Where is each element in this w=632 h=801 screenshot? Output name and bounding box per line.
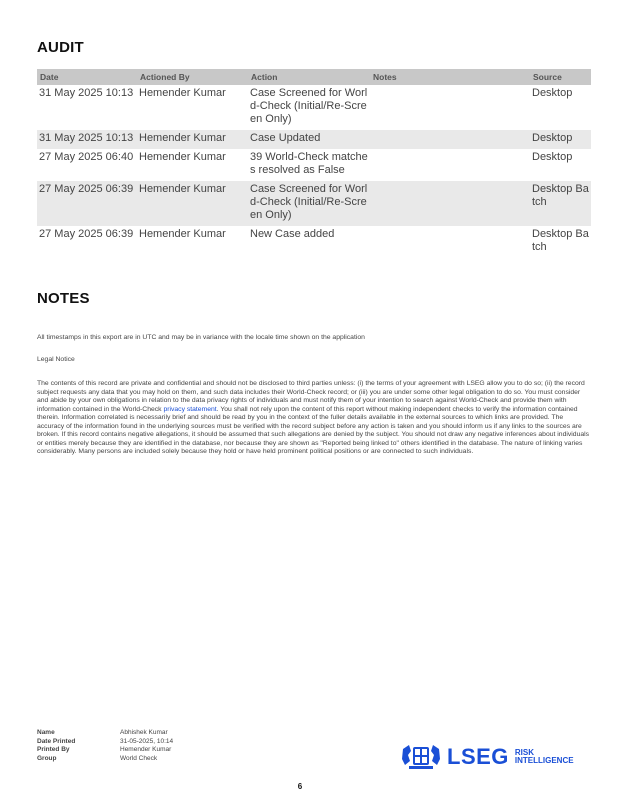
col-header-action: Action [248, 69, 370, 85]
cell-action: Case Screened for World-Check (Initial/Re-Screen Only) [248, 181, 370, 226]
cell-notes [370, 149, 530, 181]
cell-actioned-by: Hemender Kumar [137, 130, 248, 149]
col-header-notes: Notes [370, 69, 530, 85]
logo-sub-line-1: RISK [514, 747, 535, 757]
legal-notice-heading: Legal Notice [37, 356, 75, 363]
crest-icon [401, 743, 441, 771]
page-number: 6 [297, 782, 303, 791]
legal-notice-text [37, 380, 591, 457]
cell-notes [370, 181, 530, 226]
cell-source: Desktop [532, 87, 573, 99]
col-header-source: Source [530, 69, 591, 85]
cell-source: Desktop Batch [530, 181, 591, 226]
printed-by-label: Printed By [37, 746, 70, 753]
col-header-actioned-by: Actioned By [137, 69, 248, 85]
cell-actioned-by: Hemender Kumar [139, 87, 226, 99]
audit-section-title: AUDIT [37, 39, 84, 56]
cell-date: 27 May 2025 06:40 [39, 151, 134, 163]
cell-action: New Case added [250, 228, 335, 240]
cell-actioned-by: Hemender Kumar [137, 181, 248, 226]
table-row [37, 85, 591, 130]
cell-date: 27 May 2025 06:39 [39, 228, 134, 240]
name-label: Name [37, 729, 55, 736]
timestamp-note: All timestamps in this export are in UTC and may be in variance with the locale time shown on the application [37, 334, 365, 341]
audit-table [37, 69, 591, 258]
col-header-date: Date [37, 69, 137, 85]
table-row [37, 181, 591, 226]
table-row [37, 226, 591, 258]
cell-action: Case Screened for World-Check (Initial/Re-Screen Only) [250, 87, 368, 125]
table-row [37, 149, 591, 181]
lseg-logo [401, 743, 574, 771]
cell-source: Desktop [530, 130, 591, 149]
privacy-statement-link[interactable]: privacy statement [163, 405, 217, 413]
cell-actioned-by: Hemender Kumar [139, 228, 226, 240]
cell-notes [370, 85, 530, 130]
cell-date: 31 May 2025 10:13 [39, 87, 134, 99]
cell-notes [370, 130, 530, 149]
cell-date: 31 May 2025 10:13 [37, 130, 137, 149]
audit-header-row [37, 69, 591, 85]
cell-notes [370, 226, 530, 258]
print-metadata [37, 729, 173, 763]
cell-actioned-by: Hemender Kumar [139, 151, 226, 163]
table-row [37, 130, 591, 149]
date-printed-label: Date Printed [37, 737, 76, 745]
group-label: Group [37, 754, 57, 762]
logo-subtitle [515, 749, 574, 766]
cell-source: Desktop [532, 151, 573, 163]
notes-section-title: NOTES [37, 290, 90, 307]
legal-text-part-1: The contents of this record are private and confidential and should not be disclosed to third parties unless: (i) the terms of your agreement with LSEG allow you to do so; (ii) the record subject requests any data that you may hold on them, and such data includes their World-Check record; or (iii) you are under some other legal obligation to do so. You must consider and abide by your own obligations in relation to the data privacy rights of individuals and must notify them of your intention to search against World-Check and provide them with information contained in the World-Check [37, 380, 585, 413]
cell-date: 27 May 2025 06:39 [37, 181, 137, 226]
legal-text-part-2: . You shall not rely upon the content of this report without making independent checks to verify the information contained therein. Information correlated is necessarily brief and should be read by you in the context of the fuller details available in the external sources to which links are provided. The accuracy of the information found in the underlying sources must be verified with the record subject before any action is taken and you should inform us if any links to the sources are broken. If this record contains negative allegations, it should be assumed that such allegations are denied by the subject. You should not draw any negative inferences about individuals or entities merely because they are identified in the database, nor because they are shown as "Reported being linked to" others identified in the database. The nature of linking varies considerably. Many persons are included solely because they hold or have held prominent political positions or are connected to such individuals. [37, 405, 590, 455]
cell-action: 39 World-Check matches resolved as False [250, 151, 368, 176]
date-printed-value: 31-05-2025, 10:14 [120, 737, 174, 745]
cell-source: Desktop Batch [532, 228, 589, 253]
printed-by-value: Hemender Kumar [120, 746, 172, 753]
logo-sub-line-2: INTELLIGENCE [514, 756, 574, 765]
name-value: Abhishek Kumar [120, 729, 168, 736]
logo-wordmark: LSEG [447, 744, 509, 769]
cell-action: Case Updated [248, 130, 370, 149]
group-value: World Check [120, 754, 158, 762]
